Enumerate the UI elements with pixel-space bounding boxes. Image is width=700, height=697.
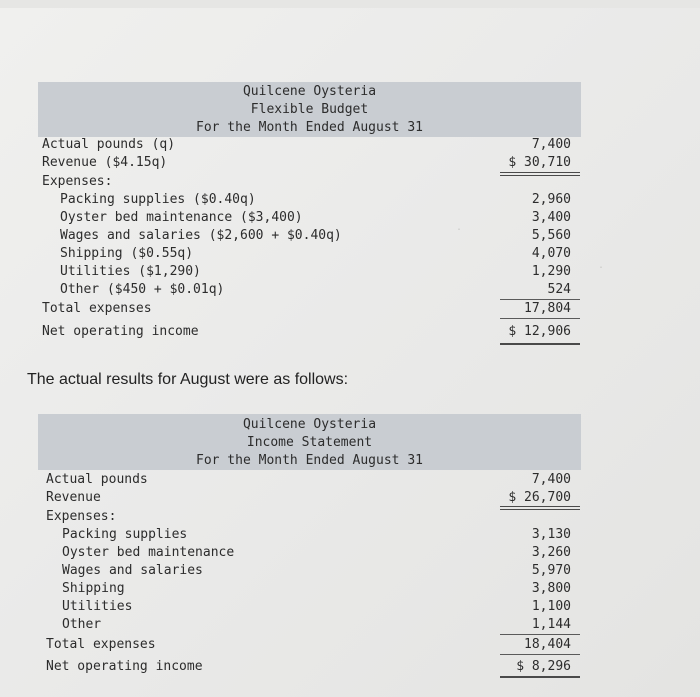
income-statement-header	[38, 414, 581, 470]
row-value: 1,290	[531, 264, 571, 279]
expenses-underline	[500, 634, 580, 635]
table-row	[38, 526, 583, 544]
row-label: Expenses:	[46, 509, 117, 524]
table-row	[38, 489, 583, 507]
row-value: 3,400	[531, 210, 571, 225]
row-label: Net operating income	[42, 324, 199, 339]
row-value: 1,100	[531, 599, 571, 614]
row-label: Actual pounds	[46, 472, 148, 487]
flexible-budget-period: For the Month Ended August 31	[196, 120, 423, 135]
table-row	[38, 154, 583, 172]
row-label: Total expenses	[46, 637, 156, 652]
table-row	[38, 173, 583, 191]
faint-mark: .	[456, 222, 463, 233]
table-row	[38, 191, 583, 209]
row-label: Packing supplies ($0.40q)	[60, 192, 256, 207]
row-value: $ 8,296	[516, 659, 571, 674]
income-statement-title: Quilcene Oysteria	[242, 417, 377, 432]
table-row	[38, 562, 583, 580]
table-row	[38, 598, 583, 616]
row-label: Shipping	[62, 581, 125, 596]
table-row	[38, 544, 583, 562]
row-value: 3,130	[531, 527, 571, 542]
income-statement-subtitle: Income Statement	[246, 435, 373, 450]
table-row	[38, 300, 583, 318]
row-label: Wages and salaries ($2,600 + $0.40q)	[60, 228, 342, 243]
table-row	[38, 323, 583, 341]
row-value: 17,804	[524, 301, 571, 316]
top-edge-strip	[0, 0, 700, 8]
row-value: $ 12,906	[508, 324, 571, 339]
row-value: 2,960	[531, 192, 571, 207]
net-income-double-underline	[500, 343, 580, 345]
table-row	[38, 580, 583, 598]
net-income-double-underline	[500, 676, 580, 678]
row-label: Oyster bed maintenance	[62, 545, 235, 560]
actual-results-caption: The actual results for August were as follows:	[27, 371, 349, 388]
row-value: 5,560	[531, 228, 571, 243]
row-label: Utilities ($1,290)	[60, 264, 201, 279]
row-label: Actual pounds (q)	[42, 137, 176, 152]
faint-mark: .	[598, 260, 605, 271]
table-row	[38, 281, 583, 299]
row-value: 1,144	[531, 617, 571, 632]
total-expenses-underline	[500, 654, 580, 655]
table-row	[38, 209, 583, 227]
table-row	[38, 508, 583, 526]
flexible-budget-title: Quilcene Oysteria	[242, 84, 377, 99]
row-label: Wages and salaries	[62, 563, 203, 578]
table-row	[38, 136, 583, 154]
total-expenses-underline	[500, 318, 580, 319]
row-label: Revenue ($4.15q)	[42, 155, 168, 170]
row-label: Revenue	[46, 490, 101, 505]
flexible-budget-subtitle: Flexible Budget	[250, 102, 369, 117]
row-value: 18,404	[524, 637, 571, 652]
row-label: Other ($450 + $0.01q)	[60, 282, 225, 297]
table-row	[38, 616, 583, 634]
row-label: Expenses:	[42, 174, 113, 189]
table-row	[38, 263, 583, 281]
table-row	[38, 245, 583, 263]
income-statement-period: For the Month Ended August 31	[196, 453, 423, 468]
row-value: 3,260	[531, 545, 571, 560]
row-label: Shipping ($0.55q)	[60, 246, 194, 261]
row-value: 5,970	[531, 563, 571, 578]
table-row	[38, 227, 583, 245]
row-label: Total expenses	[42, 301, 152, 316]
table-row	[38, 636, 583, 654]
row-label: Packing supplies	[62, 527, 188, 542]
flexible-budget-header	[38, 82, 581, 137]
row-value: $ 30,710	[508, 155, 571, 170]
row-value: 524	[547, 282, 571, 297]
row-label: Net operating income	[46, 659, 203, 674]
row-value: 3,800	[531, 581, 571, 596]
row-value: 7,400	[531, 472, 571, 487]
row-value: $ 26,700	[508, 490, 571, 505]
row-value: 7,400	[531, 137, 571, 152]
row-label: Utilities	[62, 599, 133, 614]
table-row	[38, 471, 583, 489]
row-label: Other	[62, 617, 102, 632]
table-row	[38, 658, 583, 676]
row-label: Oyster bed maintenance ($3,400)	[60, 210, 303, 225]
row-value: 4,070	[531, 246, 571, 261]
